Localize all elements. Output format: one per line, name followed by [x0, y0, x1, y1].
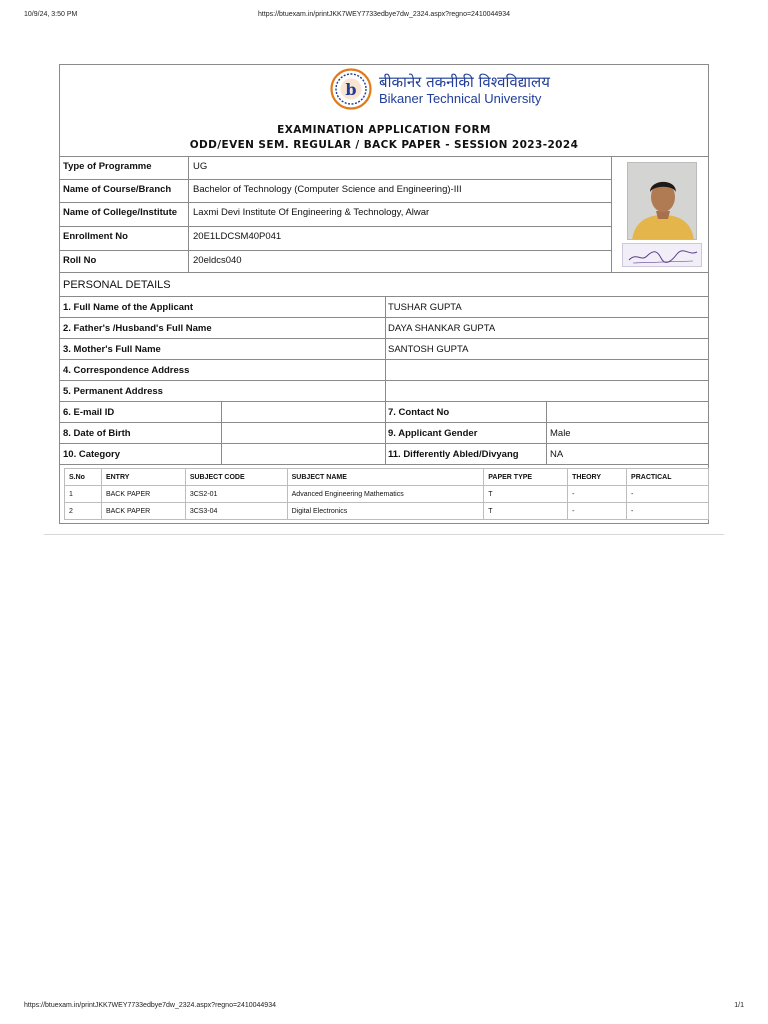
- cell-paper-type: T: [484, 486, 568, 503]
- cell-sno: 1: [65, 486, 102, 503]
- personal-details-heading: PERSONAL DETAILS: [60, 273, 708, 297]
- cell-subject-name: Digital Electronics: [287, 503, 484, 520]
- enrollment-value: 20E1LDCSM40P041: [193, 231, 282, 242]
- university-logo-icon: [330, 68, 372, 110]
- university-name-english: Bikaner Technical University: [379, 91, 542, 106]
- footer-url: https://btuexam.in/printJKK7WEY7733edbye7dw_2324.aspx?regno=2410044934: [24, 1002, 276, 1009]
- permanent-address-label: 5. Permanent Address: [60, 381, 386, 401]
- applicant-name-row: [60, 297, 708, 318]
- email-value: [222, 402, 386, 422]
- cell-sno: 2: [65, 503, 102, 520]
- cell-subject-code: 3CS3-04: [185, 503, 287, 520]
- roll-no-value: 20eldcs040: [193, 255, 242, 266]
- enrollment-label: Enrollment No: [60, 227, 189, 250]
- divyang-value: NA: [550, 449, 564, 460]
- mother-name-label: 3. Mother's Full Name: [60, 339, 386, 359]
- column-header-paper-type: PAPER TYPE: [484, 469, 568, 486]
- column-header-subject-code: SUBJECT CODE: [185, 469, 287, 486]
- mother-name-row: [60, 339, 708, 360]
- college-label: Name of College/Institute: [60, 203, 189, 226]
- enrollment-row: [60, 227, 611, 251]
- signature-scribble-icon: [623, 244, 702, 267]
- footer-page-number: 1/1: [734, 1002, 744, 1009]
- table-row: [65, 486, 709, 503]
- programme-type-row: [60, 157, 611, 180]
- course-branch-row: [60, 180, 611, 203]
- applicant-name-value: TUSHAR GUPTA: [388, 302, 462, 313]
- college-row: [60, 203, 611, 227]
- subjects-table: [64, 468, 709, 520]
- email-contact-row: [60, 402, 708, 423]
- print-datetime: 10/9/24, 3:50 PM: [24, 11, 78, 18]
- university-name-hindi: बीकानेर तकनीकी विश्वविद्यालय: [379, 73, 550, 91]
- gender-value: Male: [550, 428, 571, 439]
- gender-label: 9. Applicant Gender: [386, 423, 547, 443]
- course-branch-label: Name of Course/Branch: [60, 180, 189, 202]
- dob-gender-row: [60, 423, 708, 444]
- father-name-label: 2. Father's /Husband's Full Name: [60, 318, 386, 338]
- column-header-subject-name: SUBJECT NAME: [287, 469, 484, 486]
- subjects-section: [60, 465, 708, 523]
- applicant-photo: [627, 162, 697, 240]
- print-url: https://btuexam.in/printJKK7WEY7733edbye7dw_2324.aspx?regno=2410044934: [258, 11, 510, 18]
- dob-value: [222, 423, 386, 443]
- subjects-header-row: [65, 469, 709, 486]
- browser-print-footer: [24, 1002, 744, 1014]
- page-divider: [44, 534, 724, 535]
- divyang-label: 11. Differently Abled/Divyang: [386, 444, 547, 464]
- exam-application-form: [59, 64, 709, 524]
- correspondence-address-row: [60, 360, 708, 381]
- contact-label: 7. Contact No: [386, 402, 547, 422]
- roll-no-row: [60, 251, 611, 273]
- category-value: [222, 444, 386, 464]
- cell-subject-code: 3CS2-01: [185, 486, 287, 503]
- applicant-portrait-icon: [628, 163, 697, 240]
- course-branch-value: Bachelor of Technology (Computer Science and Engineering)-III: [193, 184, 462, 195]
- cell-practical: -: [627, 486, 709, 503]
- email-label: 6. E-mail ID: [60, 402, 222, 422]
- contact-value: [547, 402, 708, 422]
- cell-paper-type: T: [484, 503, 568, 520]
- father-name-row: [60, 318, 708, 339]
- form-banner: [60, 65, 708, 157]
- applicant-name-label: 1. Full Name of the Applicant: [60, 297, 386, 317]
- dob-label: 8. Date of Birth: [60, 423, 222, 443]
- column-header-sno: S.No: [65, 469, 102, 486]
- logo-letter: b: [345, 80, 357, 99]
- column-header-practical: PRACTICAL: [627, 469, 709, 486]
- category-divyang-row: [60, 444, 708, 465]
- form-subtitle: ODD/EVEN SEM. REGULAR / BACK PAPER - SESSION 2023-2024: [189, 139, 579, 151]
- category-label: 10. Category: [60, 444, 222, 464]
- father-name-value: DAYA SHANKAR GUPTA: [388, 323, 496, 334]
- photo-cell: [611, 157, 709, 273]
- programme-type-value: UG: [193, 161, 208, 172]
- mother-name-value: SANTOSH GUPTA: [388, 344, 469, 355]
- cell-theory: -: [568, 486, 627, 503]
- column-header-theory: THEORY: [568, 469, 627, 486]
- cell-entry: BACK PAPER: [101, 486, 185, 503]
- cell-practical: -: [627, 503, 709, 520]
- form-title-block: [60, 123, 708, 153]
- programme-type-label: Type of Programme: [60, 157, 189, 179]
- college-value: Laxmi Devi Institute Of Engineering & Technology, Alwar: [193, 207, 430, 218]
- browser-print-header: [24, 11, 744, 23]
- cell-entry: BACK PAPER: [101, 503, 185, 520]
- table-row: [65, 503, 709, 520]
- permanent-address-row: [60, 381, 708, 402]
- cell-theory: -: [568, 503, 627, 520]
- applicant-signature: [622, 243, 702, 267]
- form-title: EXAMINATION APPLICATION FORM: [277, 124, 491, 136]
- roll-no-label: Roll No: [60, 251, 189, 273]
- cell-subject-name: Advanced Engineering Mathematics: [287, 486, 484, 503]
- column-header-entry: ENTRY: [101, 469, 185, 486]
- basic-info-section: [60, 157, 708, 273]
- correspondence-address-label: 4. Correspondence Address: [60, 360, 386, 380]
